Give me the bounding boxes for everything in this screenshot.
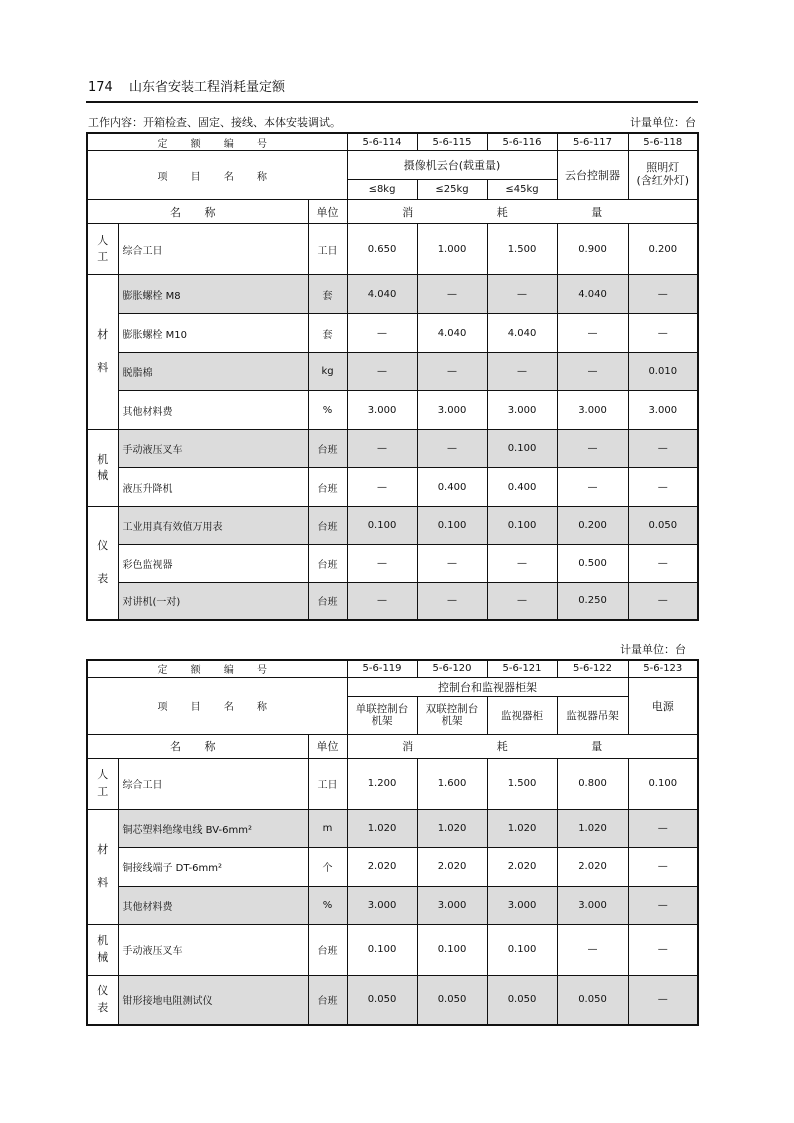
category-instrument: 仪 表 xyxy=(87,507,118,620)
value-cell: 1.500 xyxy=(487,758,557,809)
row-unit: kg xyxy=(308,353,347,391)
row-unit: 台班 xyxy=(308,468,347,507)
value-cell: 0.050 xyxy=(417,975,487,1025)
value-cell: 0.050 xyxy=(487,975,557,1025)
value-cell: 1.020 xyxy=(347,809,417,847)
quota-code: 5-6-119 xyxy=(347,660,417,677)
value-cell: 0.100 xyxy=(347,924,417,975)
value-cell: 2.020 xyxy=(487,847,557,886)
value-cell: 0.010 xyxy=(628,353,698,391)
value-cell: — xyxy=(417,275,487,314)
value-cell: 0.900 xyxy=(557,224,628,275)
value-cell: 0.500 xyxy=(557,545,628,583)
value-cell: 2.020 xyxy=(347,847,417,886)
value-cell: 1.020 xyxy=(557,809,628,847)
row-name: 手动液压叉车 xyxy=(118,924,308,975)
quota-code: 5-6-115 xyxy=(417,133,487,151)
category-instrument: 仪 表 xyxy=(87,975,118,1025)
item-name-label: 项 目 名 称 xyxy=(87,677,347,734)
value-cell: 3.000 xyxy=(628,391,698,430)
value-cell: — xyxy=(628,809,698,847)
value-cell: — xyxy=(347,314,417,353)
quota-code-label: 定 额 编 号 xyxy=(87,133,347,151)
value-cell: — xyxy=(628,847,698,886)
row-name: 铜芯塑料绝缘电线 BV-6mm² xyxy=(118,809,308,847)
value-cell: 1.020 xyxy=(487,809,557,847)
value-cell: 1.500 xyxy=(487,224,557,275)
row-name: 膨胀螺栓 M8 xyxy=(118,275,308,314)
row-name: 彩色监视器 xyxy=(118,545,308,583)
quota-code: 5-6-116 xyxy=(487,133,557,151)
row-unit: m xyxy=(308,809,347,847)
value-cell: 0.200 xyxy=(628,224,698,275)
value-cell: 0.650 xyxy=(347,224,417,275)
value-cell: — xyxy=(557,314,628,353)
value-cell: — xyxy=(417,430,487,468)
value-cell: — xyxy=(347,468,417,507)
col-header: 电源 xyxy=(628,677,698,734)
category-machinery: 机 械 xyxy=(87,430,118,507)
value-cell: — xyxy=(628,275,698,314)
category-material: 材 料 xyxy=(87,809,118,924)
row-name: 工业用真有效值万用表 xyxy=(118,507,308,545)
value-cell: — xyxy=(557,468,628,507)
value-cell: 3.000 xyxy=(487,391,557,430)
quota-code: 5-6-123 xyxy=(628,660,698,677)
row-name: 综合工日 xyxy=(118,224,308,275)
value-cell: 0.200 xyxy=(557,507,628,545)
value-cell: 0.100 xyxy=(417,924,487,975)
row-name: 手动液压叉车 xyxy=(118,430,308,468)
unit-label: 单位 xyxy=(308,200,347,224)
value-cell: 0.100 xyxy=(628,758,698,809)
value-cell: 0.800 xyxy=(557,758,628,809)
value-cell: 0.400 xyxy=(417,468,487,507)
value-cell: — xyxy=(628,924,698,975)
row-unit: 套 xyxy=(308,275,347,314)
row-unit: 台班 xyxy=(308,430,347,468)
consumption-label: 消 耗 量 xyxy=(347,200,698,224)
value-cell: — xyxy=(347,430,417,468)
item-name-label: 项 目 名 称 xyxy=(87,151,347,200)
row-name: 膨胀螺栓 M10 xyxy=(118,314,308,353)
value-cell: — xyxy=(347,583,417,620)
row-unit: % xyxy=(308,886,347,924)
sub-header: ≤8kg xyxy=(347,180,417,200)
value-cell: — xyxy=(628,430,698,468)
row-unit: 台班 xyxy=(308,924,347,975)
value-cell: 4.040 xyxy=(417,314,487,353)
value-cell: — xyxy=(628,886,698,924)
value-cell: 1.000 xyxy=(417,224,487,275)
value-cell: 0.250 xyxy=(557,583,628,620)
value-cell: — xyxy=(417,545,487,583)
col-header: 云台控制器 xyxy=(557,151,628,200)
quota-table-1 xyxy=(86,132,699,621)
category-material: 材 料 xyxy=(87,275,118,430)
value-cell: 3.000 xyxy=(557,886,628,924)
row-name: 其他材料费 xyxy=(118,886,308,924)
value-cell: 3.000 xyxy=(417,886,487,924)
group-header: 摄像机云台(载重量) xyxy=(347,151,557,180)
value-cell: 3.000 xyxy=(487,886,557,924)
value-cell: 2.020 xyxy=(417,847,487,886)
row-unit: 台班 xyxy=(308,507,347,545)
row-unit: 个 xyxy=(308,847,347,886)
value-cell: 4.040 xyxy=(347,275,417,314)
row-unit: 工日 xyxy=(308,224,347,275)
work-content: 工作内容：开箱检查、固定、接线、本体安装调试。 xyxy=(88,116,341,129)
value-cell: 1.200 xyxy=(347,758,417,809)
group-header: 控制台和监视器柜架 xyxy=(347,677,628,696)
value-cell: 3.000 xyxy=(557,391,628,430)
quota-table-2 xyxy=(86,659,699,1026)
value-cell: — xyxy=(628,975,698,1025)
sub-header: 监视器柜 xyxy=(487,696,557,734)
category-machinery: 机 械 xyxy=(87,924,118,975)
sub-header: ≤25kg xyxy=(417,180,487,200)
name-label: 名 称 xyxy=(87,734,308,758)
row-unit: 台班 xyxy=(308,545,347,583)
book-title: 山东省安装工程消耗量定额 xyxy=(128,80,285,95)
value-cell: — xyxy=(417,353,487,391)
value-cell: — xyxy=(557,924,628,975)
value-cell: 0.100 xyxy=(487,924,557,975)
name-label: 名 称 xyxy=(87,200,308,224)
unit-label: 单位 xyxy=(308,734,347,758)
quota-code: 5-6-114 xyxy=(347,133,417,151)
value-cell: 0.100 xyxy=(417,507,487,545)
header-rule xyxy=(86,101,698,103)
value-cell: — xyxy=(557,430,628,468)
row-unit: 套 xyxy=(308,314,347,353)
value-cell: 2.020 xyxy=(557,847,628,886)
value-cell: 0.050 xyxy=(557,975,628,1025)
value-cell: — xyxy=(628,468,698,507)
value-cell: — xyxy=(487,545,557,583)
value-cell: 1.600 xyxy=(417,758,487,809)
quota-code-label: 定 额 编 号 xyxy=(87,660,347,677)
row-unit: 台班 xyxy=(308,975,347,1025)
measure-unit-1: 计量单位：台 xyxy=(630,116,696,129)
value-cell: — xyxy=(487,275,557,314)
category-labor: 人 工 xyxy=(87,758,118,809)
row-unit: % xyxy=(308,391,347,430)
quota-code: 5-6-121 xyxy=(487,660,557,677)
row-name: 脱脂棉 xyxy=(118,353,308,391)
value-cell: 0.100 xyxy=(347,507,417,545)
value-cell: — xyxy=(557,353,628,391)
value-cell: 1.020 xyxy=(417,809,487,847)
row-name: 综合工日 xyxy=(118,758,308,809)
consumption-label: 消 耗 量 xyxy=(347,734,698,758)
page-number: 174 xyxy=(88,80,113,95)
value-cell: — xyxy=(487,353,557,391)
sub-header: 监视器吊架 xyxy=(557,696,628,734)
value-cell: — xyxy=(417,583,487,620)
sub-header: 双联控制台 机架 xyxy=(417,696,487,734)
value-cell: 3.000 xyxy=(347,391,417,430)
value-cell: — xyxy=(487,583,557,620)
value-cell: 0.100 xyxy=(487,430,557,468)
quota-code: 5-6-117 xyxy=(557,133,628,151)
quota-code: 5-6-118 xyxy=(628,133,698,151)
row-name: 铜接线端子 DT-6mm² xyxy=(118,847,308,886)
quota-code: 5-6-120 xyxy=(417,660,487,677)
value-cell: 0.050 xyxy=(347,975,417,1025)
value-cell: 3.000 xyxy=(417,391,487,430)
value-cell: — xyxy=(628,545,698,583)
value-cell: — xyxy=(347,353,417,391)
sub-header: ≤45kg xyxy=(487,180,557,200)
value-cell: 3.000 xyxy=(347,886,417,924)
value-cell: — xyxy=(628,583,698,620)
row-name: 对讲机(一对) xyxy=(118,583,308,620)
col-header: 照明灯 (含红外灯) xyxy=(628,151,698,200)
quota-code: 5-6-122 xyxy=(557,660,628,677)
row-unit: 工日 xyxy=(308,758,347,809)
value-cell: — xyxy=(628,314,698,353)
value-cell: 4.040 xyxy=(487,314,557,353)
value-cell: 4.040 xyxy=(557,275,628,314)
row-name: 液压升降机 xyxy=(118,468,308,507)
sub-header: 单联控制台 机架 xyxy=(347,696,417,734)
row-unit: 台班 xyxy=(308,583,347,620)
value-cell: 0.050 xyxy=(628,507,698,545)
row-name: 其他材料费 xyxy=(118,391,308,430)
page-header xyxy=(88,76,285,95)
value-cell: 0.400 xyxy=(487,468,557,507)
measure-unit-2: 计量单位：台 xyxy=(620,643,686,656)
value-cell: 0.100 xyxy=(487,507,557,545)
value-cell: — xyxy=(347,545,417,583)
category-labor: 人 工 xyxy=(87,224,118,275)
row-name: 钳形接地电阻测试仪 xyxy=(118,975,308,1025)
